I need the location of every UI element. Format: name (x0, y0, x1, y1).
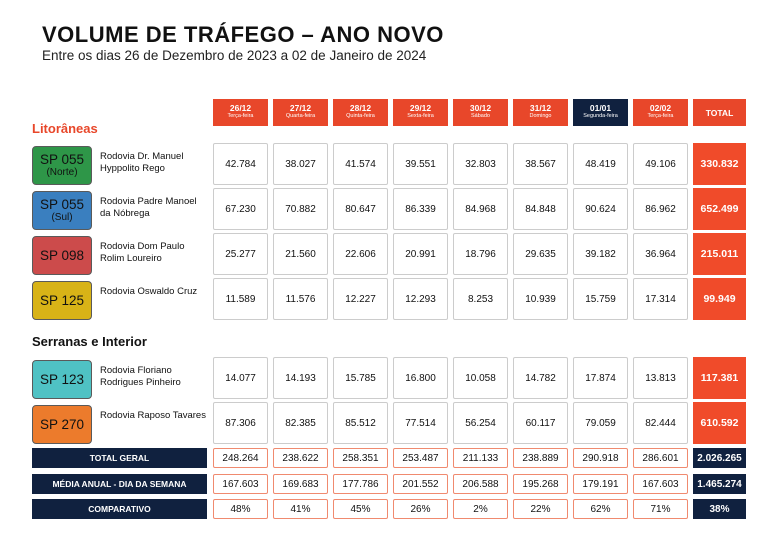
traffic-value: 41.574 (333, 143, 388, 185)
traffic-value: 17.314 (633, 278, 688, 320)
road-code: SP 055 (39, 197, 85, 212)
road-name: Rodovia Dr. Manuel Hyppolito Rego (100, 151, 184, 174)
traffic-value: 15.759 (573, 278, 628, 320)
traffic-value: 32.803 (453, 143, 508, 185)
traffic-value: 22.606 (333, 233, 388, 275)
traffic-value: 11.589 (213, 278, 268, 320)
road-code: SP 270 (39, 417, 85, 432)
traffic-value: 21.560 (273, 233, 328, 275)
traffic-value: 85.512 (333, 402, 388, 444)
media-anual-row-value: 167.603 (213, 474, 268, 494)
road-total: 215.011 (693, 233, 746, 275)
total-header: TOTAL (693, 99, 746, 126)
column-weekday: Sexta-feira (407, 113, 434, 119)
total-geral-row-value: 211.133 (453, 448, 508, 468)
traffic-value: 14.782 (513, 357, 568, 399)
traffic-value: 10.939 (513, 278, 568, 320)
traffic-value: 20.991 (393, 233, 448, 275)
traffic-value: 36.964 (633, 233, 688, 275)
road-total: 610.592 (693, 402, 746, 444)
traffic-value: 84.848 (513, 188, 568, 230)
traffic-value: 29.635 (513, 233, 568, 275)
comparativo-row-value: 45% (333, 499, 388, 519)
comparativo-row-value: 62% (573, 499, 628, 519)
road-code: SP 125 (39, 293, 85, 308)
column-weekday: Quinta-feira (346, 113, 375, 119)
column-header (213, 99, 268, 126)
traffic-value: 13.813 (633, 357, 688, 399)
column-header (573, 99, 628, 126)
traffic-value: 60.117 (513, 402, 568, 444)
road-badge (32, 236, 92, 275)
column-date: 30/12 (469, 103, 492, 113)
comparativo-row-value: 48% (213, 499, 268, 519)
comparativo-row-value: 71% (633, 499, 688, 519)
road-direction: (Sul) (51, 212, 73, 223)
media-anual-row-value: 169.683 (273, 474, 328, 494)
traffic-value: 82.444 (633, 402, 688, 444)
page-title: VOLUME DE TRÁFEGO – ANO NOVO (42, 22, 444, 47)
media-anual-row-value: 206.588 (453, 474, 508, 494)
media-anual-row-total: 1.465.274 (693, 474, 746, 494)
traffic-value: 56.254 (453, 402, 508, 444)
total-geral-row-value: 253.487 (393, 448, 448, 468)
road-code: SP 055 (39, 152, 85, 167)
comparativo-row-label: COMPARATIVO (32, 499, 207, 519)
media-anual-row-value: 201.552 (393, 474, 448, 494)
column-header (453, 99, 508, 126)
traffic-value: 14.193 (273, 357, 328, 399)
traffic-value: 12.293 (393, 278, 448, 320)
traffic-value: 11.576 (273, 278, 328, 320)
traffic-value: 16.800 (393, 357, 448, 399)
column-date: 31/12 (529, 103, 552, 113)
traffic-value: 79.059 (573, 402, 628, 444)
column-weekday: Domingo (529, 113, 552, 119)
traffic-value: 67.230 (213, 188, 268, 230)
road-name: Rodovia Dom Paulo Rolim Loureiro (100, 241, 185, 264)
traffic-value: 38.027 (273, 143, 328, 185)
road-name: Rodovia Padre Manoel da Nóbrega (100, 196, 197, 219)
column-weekday: Sábado (471, 113, 490, 119)
road-total: 652.499 (693, 188, 746, 230)
total-geral-row-value: 290.918 (573, 448, 628, 468)
road-name: Rodovia Raposo Tavares (100, 410, 206, 421)
traffic-value: 12.227 (333, 278, 388, 320)
column-date: 01/01 (589, 103, 612, 113)
column-date: 02/02 (649, 103, 672, 113)
traffic-value: 82.385 (273, 402, 328, 444)
column-header (393, 99, 448, 126)
road-direction: (Norte) (46, 167, 78, 178)
traffic-value: 48.419 (573, 143, 628, 185)
comparativo-row-total: 38% (693, 499, 746, 519)
road-code: SP 123 (39, 372, 85, 387)
comparativo-row-value: 2% (453, 499, 508, 519)
total-geral-row-value: 238.889 (513, 448, 568, 468)
section-title: Serranas e Interior (32, 334, 147, 349)
column-header (513, 99, 568, 126)
column-date: 27/12 (289, 103, 312, 113)
total-geral-row-label: TOTAL GERAL (32, 448, 207, 468)
road-total: 99.949 (693, 278, 746, 320)
traffic-value: 90.624 (573, 188, 628, 230)
traffic-value: 84.968 (453, 188, 508, 230)
traffic-value: 39.551 (393, 143, 448, 185)
traffic-value: 15.785 (333, 357, 388, 399)
column-header (333, 99, 388, 126)
comparativo-row-value: 22% (513, 499, 568, 519)
traffic-value: 70.882 (273, 188, 328, 230)
road-badge (32, 281, 92, 320)
traffic-value: 25.277 (213, 233, 268, 275)
media-anual-row-value: 167.603 (633, 474, 688, 494)
column-weekday: Quarta-feira (285, 113, 316, 119)
traffic-value: 49.106 (633, 143, 688, 185)
column-date: 26/12 (229, 103, 252, 113)
comparativo-row-value: 41% (273, 499, 328, 519)
road-total: 330.832 (693, 143, 746, 185)
traffic-value: 39.182 (573, 233, 628, 275)
road-total: 117.381 (693, 357, 746, 399)
road-badge (32, 191, 92, 230)
total-geral-row-value: 248.264 (213, 448, 268, 468)
comparativo-row-value: 26% (393, 499, 448, 519)
road-code: SP 098 (39, 248, 85, 263)
traffic-value: 10.058 (453, 357, 508, 399)
traffic-value: 87.306 (213, 402, 268, 444)
traffic-value: 80.647 (333, 188, 388, 230)
media-anual-row-value: 195.268 (513, 474, 568, 494)
traffic-value: 17.874 (573, 357, 628, 399)
total-geral-row-value: 238.622 (273, 448, 328, 468)
road-badge (32, 360, 92, 399)
road-name: Rodovia Floriano Rodrigues Pinheiro (100, 365, 181, 388)
traffic-value: 86.339 (393, 188, 448, 230)
total-geral-row-total: 2.026.265 (693, 448, 746, 468)
traffic-value: 8.253 (453, 278, 508, 320)
column-date: 28/12 (349, 103, 372, 113)
column-weekday: Segunda-feira (583, 113, 618, 119)
road-badge (32, 146, 92, 185)
total-geral-row-value: 258.351 (333, 448, 388, 468)
column-date: 29/12 (409, 103, 432, 113)
column-header (273, 99, 328, 126)
road-badge (32, 405, 92, 444)
traffic-value: 38.567 (513, 143, 568, 185)
page-subtitle: Entre os dias 26 de Dezembro de 2023 a 02 de Janeiro de 2024 (42, 48, 427, 63)
total-geral-row-value: 286.601 (633, 448, 688, 468)
traffic-value: 86.962 (633, 188, 688, 230)
column-weekday: Terça-feira (647, 113, 674, 119)
media-anual-row-label: MÉDIA ANUAL - DIA DA SEMANA (32, 474, 207, 494)
traffic-value: 77.514 (393, 402, 448, 444)
traffic-value: 42.784 (213, 143, 268, 185)
media-anual-row-value: 179.191 (573, 474, 628, 494)
section-title: Litorâneas (32, 121, 98, 136)
traffic-value: 18.796 (453, 233, 508, 275)
road-name: Rodovia Oswaldo Cruz (100, 286, 198, 297)
column-header (633, 99, 688, 126)
traffic-value: 14.077 (213, 357, 268, 399)
column-weekday: Terça-feira (227, 113, 254, 119)
media-anual-row-value: 177.786 (333, 474, 388, 494)
